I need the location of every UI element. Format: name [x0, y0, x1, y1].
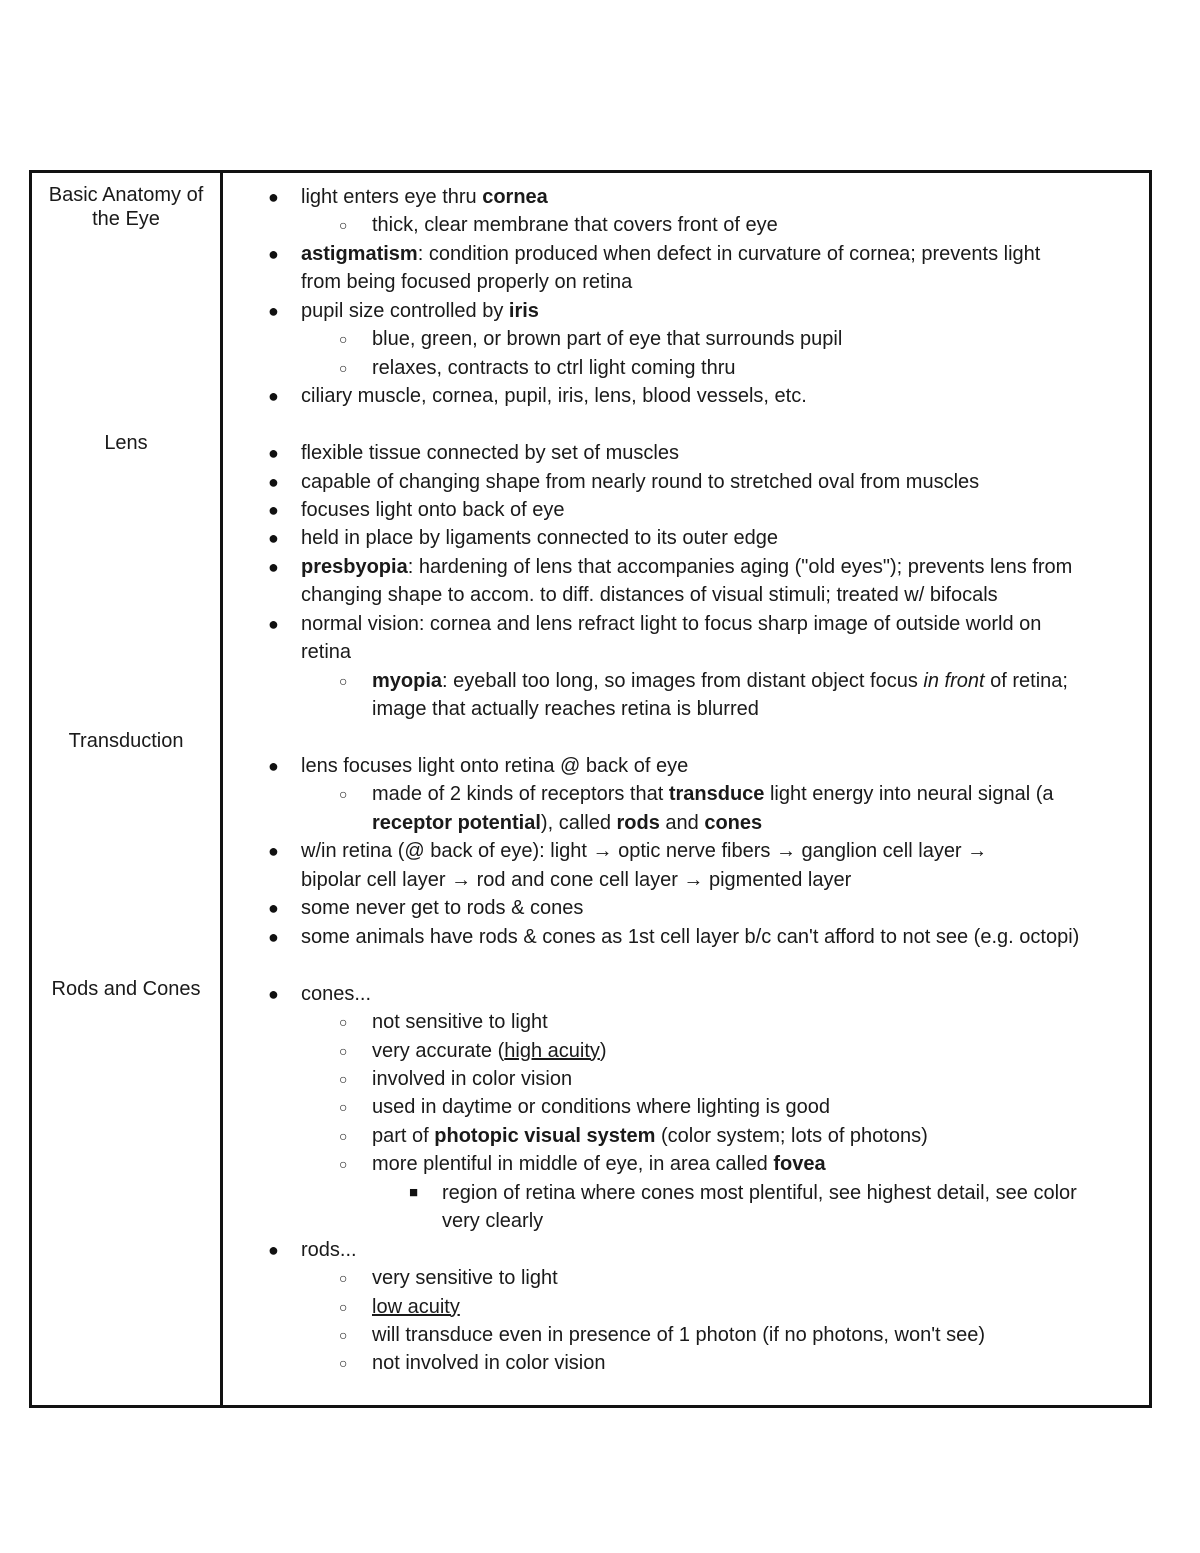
note-line — [223, 1207, 1145, 1235]
note-text — [372, 1349, 605, 1377]
text-segment: capable of changing shape from nearly round to stretched oval from muscles — [301, 470, 980, 493]
note-text — [301, 297, 539, 325]
text-segment: of retina; — [984, 669, 1068, 692]
bullet-icon: ● — [268, 386, 279, 407]
text-segment: very sensitive to light — [372, 1267, 558, 1290]
note-line — [223, 752, 1145, 780]
note-line — [223, 1037, 1145, 1065]
circle-bullet-icon: ○ — [339, 1270, 348, 1287]
bullet-icon: ● — [268, 926, 279, 947]
note-line — [223, 1293, 1145, 1321]
circle-bullet-icon: ○ — [339, 1156, 348, 1173]
circle-bullet-icon: ○ — [339, 1014, 348, 1031]
note-text — [372, 1065, 572, 1093]
text-segment: region of retina where cones most plentiful, see highest detail, see color — [442, 1181, 1077, 1204]
note-line — [223, 638, 1145, 666]
text-segment: blue, green, or brown part of eye that surrounds pupil — [372, 328, 843, 351]
note-line — [223, 809, 1145, 837]
note-text — [442, 1207, 543, 1235]
note-text — [372, 354, 735, 382]
note-text — [372, 667, 1068, 695]
underlined-term: low acuity — [372, 1295, 460, 1318]
note-text — [442, 1179, 1077, 1207]
text-segment: made of 2 kinds of receptors that — [372, 783, 669, 806]
text-segment: and — [659, 811, 705, 834]
circle-bullet-icon: ○ — [339, 217, 348, 234]
bullet-icon: ● — [268, 187, 279, 207]
spacer — [223, 411, 1145, 439]
note-text — [372, 1150, 826, 1178]
note-text — [301, 524, 778, 552]
note-text — [372, 809, 762, 837]
text-segment: used in daytime or conditions where lighting is good — [372, 1096, 831, 1119]
note-text — [372, 1321, 985, 1349]
circle-bullet-icon: ○ — [339, 1355, 348, 1372]
note-line — [223, 1264, 1145, 1292]
circle-bullet-icon: ○ — [339, 786, 348, 803]
bold-term: transduce — [668, 783, 765, 806]
note-text — [301, 837, 987, 865]
note-line — [223, 496, 1145, 524]
topic-transduction: Transduction — [68, 730, 184, 752]
note-line — [223, 211, 1145, 239]
note-line — [223, 1008, 1145, 1036]
circle-bullet-icon: ○ — [339, 1127, 348, 1144]
note-line — [223, 581, 1145, 609]
note-line — [223, 268, 1145, 296]
note-line — [223, 240, 1145, 268]
circle-bullet-icon: ○ — [339, 672, 348, 689]
text-segment: cones... — [301, 982, 372, 1005]
notes-table — [29, 170, 1152, 1408]
note-line — [223, 1179, 1145, 1207]
text-segment: more plentiful in middle of eye, in area called — [372, 1153, 774, 1176]
bullet-icon: ● — [268, 443, 279, 464]
text-segment: ) — [599, 1039, 607, 1062]
text-segment: involved in color vision — [372, 1067, 573, 1090]
circle-bullet-icon: ○ — [339, 1099, 348, 1116]
underlined-term: high acuity — [504, 1039, 600, 1062]
bullet-icon: ● — [268, 983, 279, 1004]
text-segment: very accurate ( — [372, 1039, 505, 1062]
circle-bullet-icon: ○ — [339, 331, 348, 348]
bullet-icon: ● — [268, 898, 279, 919]
text-segment: retina — [301, 641, 352, 664]
note-text — [301, 610, 1041, 638]
text-segment: : condition produced when defect in curvature of cornea; prevents light — [417, 242, 1041, 265]
note-line — [223, 780, 1145, 808]
bold-term: photopic visual system — [434, 1124, 656, 1147]
square-bullet-icon: ■ — [409, 1183, 419, 1201]
text-segment: light enters eye thru — [301, 186, 483, 208]
text-segment: normal vision: cornea and lens refract light to focus sharp image of outside world on — [301, 612, 1042, 635]
note-text — [301, 894, 583, 922]
note-line — [223, 524, 1145, 552]
note-line — [223, 325, 1145, 353]
circle-bullet-icon: ○ — [339, 1298, 348, 1315]
note-text — [372, 325, 842, 353]
topic-rods-and-cones: Rods and Cones — [51, 978, 201, 1000]
bullet-icon: ● — [268, 556, 279, 577]
note-line — [223, 695, 1145, 723]
topic-column — [32, 173, 223, 1405]
text-segment: light energy into neural signal (a — [764, 783, 1054, 806]
note-text — [301, 923, 1079, 951]
bullet-icon: ● — [268, 471, 279, 492]
topic-lens: Lens — [104, 432, 148, 454]
note-text — [372, 211, 778, 239]
text-segment: w/in retina (@ back of eye): light → optic nerve fibers → ganglion cell layer → — [301, 840, 988, 863]
note-line — [223, 354, 1145, 382]
text-segment: very clearly — [442, 1210, 544, 1233]
text-segment: image that actually reaches retina is blurred — [372, 698, 759, 721]
note-text — [372, 1037, 607, 1065]
text-segment: not sensitive to light — [372, 1011, 548, 1034]
topic-basic-anatomy: Basic Anatomy of the Eye — [48, 184, 204, 230]
text-segment: lens focuses light onto retina @ back of eye — [301, 755, 689, 777]
note-line — [223, 837, 1145, 865]
note-text — [301, 468, 979, 496]
bold-term: astigmatism — [301, 242, 418, 265]
note-text — [372, 695, 759, 723]
note-text — [301, 638, 351, 666]
bullet-icon: ● — [268, 613, 279, 634]
bold-term: fovea — [773, 1153, 826, 1176]
note-line — [223, 1150, 1145, 1178]
text-segment: : eyeball too long, so images from distant object focus — [442, 669, 924, 692]
note-line — [223, 183, 1145, 211]
note-text — [301, 553, 1072, 581]
note-text — [301, 268, 632, 296]
bold-term: rods — [616, 811, 660, 834]
note-text — [372, 1093, 830, 1121]
text-segment: thick, clear membrane that covers front of eye — [372, 214, 778, 237]
bullet-icon: ● — [268, 300, 279, 321]
note-line — [223, 923, 1145, 951]
bullet-icon: ● — [268, 499, 279, 520]
text-segment: from being focused properly on retina — [301, 271, 633, 294]
note-line — [223, 1321, 1145, 1349]
text-segment: pupil size controlled by — [301, 299, 509, 322]
note-line — [223, 1093, 1145, 1121]
note-text — [301, 752, 688, 780]
note-line — [223, 894, 1145, 922]
note-text — [301, 382, 807, 410]
text-segment: some never get to rods & cones — [301, 897, 584, 920]
bullet-icon: ● — [268, 243, 279, 264]
note-line — [223, 553, 1145, 581]
text-segment: (color system; lots of photons) — [655, 1124, 928, 1147]
note-text — [301, 866, 851, 894]
note-text — [301, 980, 371, 1008]
note-text — [301, 439, 679, 467]
text-segment: flexible tissue connected by set of muscles — [301, 442, 679, 465]
text-segment: not involved in color vision — [372, 1352, 606, 1375]
circle-bullet-icon: ○ — [339, 359, 348, 376]
note-text — [301, 581, 998, 609]
bullet-icon: ● — [268, 1239, 279, 1260]
circle-bullet-icon: ○ — [339, 1070, 348, 1087]
note-text — [301, 240, 1040, 268]
note-line — [223, 866, 1145, 894]
text-segment: held in place by ligaments connected to its outer edge — [301, 527, 778, 550]
spacer — [223, 724, 1145, 752]
circle-bullet-icon: ○ — [339, 1327, 348, 1343]
notes-column — [223, 173, 1149, 1405]
text-segment: changing shape to accom. to diff. distances of visual stimuli; treated w/ bifocals — [301, 584, 998, 607]
note-line — [223, 468, 1145, 496]
bold-term: cornea — [482, 186, 548, 208]
text-segment: relaxes, contracts to ctrl light coming thru — [372, 356, 736, 379]
bullet-icon: ● — [268, 528, 279, 549]
text-segment: some animals have rods & cones as 1st cell layer b/c can't afford to not see (e.g. octopi) — [301, 925, 1080, 948]
spacer — [223, 951, 1145, 979]
text-segment: ciliary muscle, cornea, pupil, iris, lens, blood vessels, etc. — [301, 385, 807, 408]
bold-term: receptor potential — [372, 811, 541, 834]
text-segment: focuses light onto back of eye — [301, 498, 565, 521]
note-line — [223, 297, 1145, 325]
note-line — [223, 980, 1145, 1008]
note-line — [223, 667, 1145, 695]
note-text — [301, 496, 565, 524]
note-text — [372, 1008, 548, 1036]
bullet-icon: ● — [268, 841, 279, 862]
note-text — [372, 780, 1053, 808]
note-line — [223, 382, 1145, 410]
note-text — [372, 1293, 460, 1321]
text-segment: part of — [372, 1124, 435, 1147]
note-line — [223, 1065, 1145, 1093]
italic-text: in front — [923, 669, 985, 692]
note-line — [223, 610, 1145, 638]
text-segment: rods... — [301, 1238, 357, 1261]
bold-term: myopia — [372, 669, 443, 692]
note-line — [223, 1236, 1145, 1264]
circle-bullet-icon: ○ — [339, 1042, 348, 1059]
note-line — [223, 439, 1145, 467]
note-text — [372, 1264, 558, 1292]
text-segment: : hardening of lens that accompanies aging ("old eyes"); prevents lens from — [407, 555, 1073, 578]
note-line — [223, 1122, 1145, 1150]
text-segment: will transduce even in presence of 1 photon (if no photons, won't see) — [372, 1324, 986, 1346]
bold-term: cones — [704, 811, 763, 834]
bold-term: presbyopia — [301, 555, 408, 578]
note-text — [301, 1236, 357, 1264]
note-line — [223, 1349, 1145, 1377]
bold-term: iris — [508, 299, 539, 322]
note-text — [301, 183, 548, 211]
note-text — [372, 1122, 928, 1150]
bullet-icon: ● — [268, 756, 279, 776]
text-segment: ), called — [540, 811, 617, 834]
text-segment: bipolar cell layer → rod and cone cell layer → pigmented layer — [301, 868, 852, 891]
